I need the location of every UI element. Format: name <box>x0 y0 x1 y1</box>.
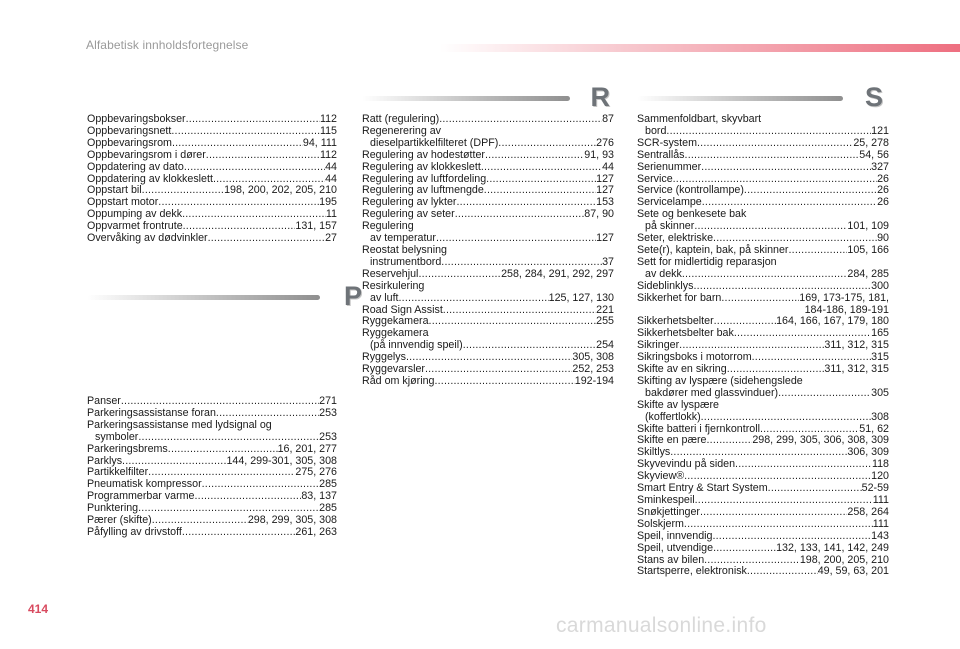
dot-leader <box>707 435 753 447</box>
index-entry <box>637 543 889 555</box>
index-entry <box>87 150 337 162</box>
entry-pages: 254 <box>596 339 614 352</box>
entry-pages: 258, 284, 291, 292, 297 <box>501 267 614 280</box>
dot-leader <box>208 233 326 245</box>
index-entry <box>637 162 889 174</box>
entry-term: Skifte av en sikring <box>637 363 727 376</box>
entry-term: Sete(r), kaptein, bak, på skinner <box>637 243 789 256</box>
section-letter-s: S <box>864 82 883 112</box>
entry-pages: 300 <box>871 279 889 292</box>
entry-pages: 164, 166, 167, 179, 180 <box>776 315 889 328</box>
entry-term: Partikkelfilter <box>87 466 149 479</box>
entry-pages: 127 <box>596 172 614 185</box>
entry-pages: 112 <box>319 148 337 161</box>
index-entry <box>87 527 337 539</box>
entry-term: Ryggevarsler <box>362 363 425 376</box>
index-entry <box>362 162 614 174</box>
section-divider <box>637 96 843 101</box>
index-entry: Regulering <box>362 220 414 233</box>
index-entry <box>637 138 889 150</box>
entry-term: Oppdatering av dato <box>87 160 184 173</box>
index-entry: Skifte av lyspære <box>637 398 719 411</box>
entry-pages: 198, 200, 205, 210 <box>799 553 889 566</box>
entry-pages: 169, 173-175, 181, <box>799 291 889 304</box>
index-entry: Sete og benkesete bak <box>637 208 747 221</box>
entry-pages: 144, 299-301, 305, 308 <box>226 454 337 467</box>
dot-leader <box>439 114 602 126</box>
entry-term: Road Sign Assist <box>362 303 443 316</box>
entry-term: Oppdatering av klokkeslett <box>87 172 213 185</box>
entry-pages: 275, 276 <box>295 466 337 479</box>
entry-term: Seter, elektriske <box>637 232 714 245</box>
entry-term: Påfylling av drivstoff <box>87 525 182 538</box>
dot-leader <box>186 114 320 126</box>
index-entry: Sett for midlertidig reparasjon <box>637 255 777 268</box>
entry-pages: 131, 157 <box>295 220 337 233</box>
index-entry <box>637 269 889 281</box>
entry-term: Oppbevaringsrom i dører <box>87 148 206 161</box>
entry-pages: 105, 166 <box>847 243 889 256</box>
entry-term: Sentrallås <box>637 148 685 161</box>
entry-pages: 26 <box>877 172 889 185</box>
entry-term: Oppbevaringsrom <box>87 136 172 149</box>
section-p-heading <box>87 281 362 311</box>
entry-term: Speil, innvendig <box>637 529 713 542</box>
index-entry <box>637 150 889 162</box>
entry-term: Sminkespeil <box>637 494 695 506</box>
entry-term: Startsperre, elektronisk <box>637 565 747 578</box>
dot-leader <box>399 293 549 305</box>
entry-term: bakdører med glassvinduer) <box>645 386 779 399</box>
dot-leader <box>744 185 877 197</box>
section-p-list <box>87 396 337 539</box>
index-entry <box>87 444 337 456</box>
index-entry: 184-186, 189-191 <box>804 303 889 316</box>
dot-leader <box>701 162 871 174</box>
entry-pages: 25, 278 <box>853 136 889 149</box>
entry-term: Regulering av lykter <box>362 196 457 209</box>
dot-leader <box>168 444 278 456</box>
entry-pages: 153 <box>596 196 614 209</box>
entry-term: Reservehjul <box>362 267 419 280</box>
entry-pages: 284, 285 <box>847 267 889 280</box>
entry-pages: 308 <box>871 410 889 423</box>
dot-leader <box>700 507 847 519</box>
entry-pages: 91, 93 <box>584 148 614 161</box>
dot-leader <box>694 221 847 233</box>
index-entry <box>637 388 889 400</box>
dot-leader <box>158 197 319 209</box>
entry-pages: 298, 299, 305, 308 <box>247 514 337 527</box>
entry-pages: 327 <box>871 160 889 173</box>
entry-pages: 165 <box>871 327 889 340</box>
entry-term: Parklys <box>87 454 123 467</box>
dot-leader <box>455 209 585 221</box>
entry-term: symboler <box>95 430 139 443</box>
section-letter-r: R <box>590 82 610 112</box>
entry-pages: 306, 309 <box>847 446 889 459</box>
dot-leader <box>778 388 871 400</box>
entry-term: Sikringer <box>637 339 680 352</box>
dot-leader <box>481 162 602 174</box>
entry-term: Serienummer <box>637 160 702 173</box>
index-entry: Regenerering av <box>362 124 442 137</box>
entry-pages: 255 <box>596 315 614 328</box>
entry-pages: 44 <box>325 160 337 173</box>
dot-leader <box>171 126 320 138</box>
dot-leader <box>701 412 872 424</box>
entry-pages: 37 <box>602 255 614 268</box>
entry-pages: 143 <box>871 529 889 542</box>
dot-leader <box>436 233 596 245</box>
dot-leader <box>735 459 872 471</box>
entry-pages: 298, 299, 305, 306, 308, 309 <box>752 434 889 447</box>
entry-term: SCR-system <box>637 136 697 149</box>
dot-leader <box>684 519 873 531</box>
index-entry <box>637 519 889 531</box>
section-divider <box>362 96 570 101</box>
dot-leader <box>418 269 501 281</box>
entry-pages: 253 <box>319 406 337 419</box>
entry-pages: 118 <box>871 458 889 471</box>
entry-pages: 52-59 <box>861 482 889 495</box>
index-entry <box>362 257 614 269</box>
dot-leader <box>788 245 847 257</box>
index-entry <box>87 233 337 245</box>
dot-leader <box>685 150 860 162</box>
entry-pages: 101, 109 <box>847 220 889 233</box>
entry-pages: 311, 312, 315 <box>824 363 889 376</box>
dot-leader <box>768 483 862 495</box>
index-entry: Sammenfoldbart, skyvbart <box>637 113 762 125</box>
dot-leader <box>747 566 818 578</box>
entry-pages: 115 <box>319 124 337 137</box>
entry-pages: 94, 111 <box>302 136 337 149</box>
index-entry <box>87 162 337 174</box>
entry-term: Speil, utvendige <box>637 541 714 554</box>
entry-term: Skyvevindu på siden <box>637 458 736 471</box>
page-number: 414 <box>28 602 49 616</box>
dot-leader <box>425 364 572 376</box>
entry-pages: 132, 133, 141, 142, 249 <box>776 541 889 554</box>
dot-leader <box>695 495 873 507</box>
entry-term: Skiltlys <box>637 446 671 459</box>
entry-term: Solskjerm <box>637 517 684 530</box>
index-entry <box>362 138 614 150</box>
entry-pages: 111 <box>872 494 889 506</box>
dot-leader <box>443 305 596 317</box>
entry-pages: 221 <box>596 303 614 316</box>
watermark: carmanualsonline.info <box>556 614 767 637</box>
entry-pages: 305, 308 <box>572 351 614 364</box>
entry-pages: 83, 137 <box>301 490 337 503</box>
entry-pages: 285 <box>319 478 337 491</box>
entry-term: Parkeringsbrems <box>87 442 168 455</box>
entry-pages: 261, 263 <box>295 525 337 538</box>
entry-pages: 258, 264 <box>847 505 889 518</box>
entry-pages: 16, 201, 277 <box>277 442 337 455</box>
section-r-list <box>362 114 614 388</box>
dot-leader <box>456 197 596 209</box>
dot-leader <box>486 174 596 186</box>
dot-leader <box>485 150 584 162</box>
dot-leader <box>484 185 596 197</box>
entry-term: (koffertlokk) <box>645 410 701 423</box>
entry-term: Råd om kjøring <box>362 374 435 387</box>
dot-leader <box>172 138 303 150</box>
entry-pages: 315 <box>871 351 889 364</box>
dot-leader <box>434 376 574 388</box>
dot-leader <box>682 269 848 281</box>
section-letter-p: P <box>343 281 362 311</box>
entry-term: Oppbevaringsbokser <box>87 113 186 125</box>
entry-term: Ratt (regulering) <box>362 113 440 125</box>
dot-leader <box>713 543 776 555</box>
section-r-heading <box>362 82 610 112</box>
dot-leader <box>693 281 871 293</box>
section-o-list <box>87 114 337 245</box>
dot-leader <box>498 138 596 150</box>
entry-term: Sideblinklys <box>637 279 694 292</box>
section-s-list <box>637 114 889 578</box>
entry-pages: 121 <box>871 124 889 137</box>
entry-pages: 271 <box>319 395 337 407</box>
index-entry <box>637 293 889 305</box>
entry-term: Servicelampe <box>637 196 702 209</box>
entry-pages: 285 <box>319 502 337 515</box>
entry-pages: 90 <box>877 232 889 245</box>
entry-term: Regulering av luftfordeling <box>362 172 487 185</box>
index-entry <box>362 293 614 305</box>
entry-term: Oppstart bil <box>87 184 142 197</box>
entry-pages: 111 <box>872 517 889 530</box>
index-entry <box>87 432 337 444</box>
dot-leader <box>712 531 871 543</box>
entry-term: Oppstart motor <box>87 196 159 209</box>
entry-term: Snøkjettinger <box>637 505 700 518</box>
entry-term: Smart Entry & Start System <box>637 482 768 495</box>
entry-term: Stans av bilen <box>637 553 705 566</box>
dot-leader <box>406 352 572 364</box>
section-s-heading <box>637 82 883 112</box>
entry-term: Panser <box>87 395 121 407</box>
entry-term: Sikringsboks i motorrom <box>637 351 752 364</box>
entry-pages: 276 <box>596 136 614 149</box>
entry-term: Regulering av klokkeslett <box>362 160 481 173</box>
entry-pages: 44 <box>325 172 337 185</box>
entry-term: Service (kontrollampe) <box>637 184 744 197</box>
index-entry: Parkeringsassistanse med lydsignal og <box>87 418 272 431</box>
entry-pages: 253 <box>319 430 337 443</box>
index-entry <box>362 269 614 281</box>
index-entry: Skifting av lyspære (sidehengslede <box>637 374 803 387</box>
entry-term: Regulering av hodestøtter <box>362 148 485 161</box>
dot-leader <box>441 257 602 269</box>
entry-pages: 44 <box>602 160 614 173</box>
entry-pages: 54, 56 <box>859 148 889 161</box>
index-entry <box>637 566 889 578</box>
entry-term: Regulering av seter <box>362 208 455 221</box>
entry-pages: 112 <box>319 113 337 125</box>
index-entry <box>362 150 614 162</box>
entry-pages: 51, 62 <box>859 422 889 435</box>
entry-term: Service <box>637 172 673 185</box>
entry-term: instrumentbord <box>370 255 442 268</box>
entry-term: Regulering av luftmengde <box>362 184 484 197</box>
entry-term: bord <box>645 124 667 137</box>
entry-term: av luft <box>370 291 399 304</box>
index-entry: Reostat belysning <box>362 243 447 256</box>
dot-leader <box>697 138 853 150</box>
entry-term: på skinner <box>645 220 695 233</box>
entry-term: Pneumatisk kompressor <box>87 478 202 491</box>
entry-pages: 11 <box>325 208 337 221</box>
dot-leader <box>195 491 302 503</box>
entry-pages: 125, 127, 130 <box>548 291 614 304</box>
header-accent-bar <box>440 44 960 52</box>
entry-term: Programmerbar varme <box>87 490 195 503</box>
dot-leader <box>206 150 320 162</box>
entry-term: Punktering <box>87 502 139 515</box>
entry-term: Oppbevaringsnett <box>87 124 172 137</box>
entry-term: Ryggelys <box>362 351 406 364</box>
entry-term: Overvåking av dødvinkler <box>87 232 208 245</box>
entry-term: Skifte en pære <box>637 434 707 447</box>
entry-term: Skyview® <box>637 470 685 483</box>
entry-term: Parkeringsassistanse foran <box>87 406 216 419</box>
entry-pages: 49, 59, 63, 201 <box>817 565 889 578</box>
entry-term: Oppumping av dekk <box>87 208 183 221</box>
dot-leader <box>138 432 319 444</box>
entry-pages: 192-194 <box>574 374 614 387</box>
entry-pages: 305 <box>871 386 889 399</box>
entry-pages: 87, 90 <box>584 208 614 221</box>
entry-pages: 87 <box>602 113 614 125</box>
entry-pages: 26 <box>877 196 889 209</box>
entry-pages: 252, 253 <box>572 363 614 376</box>
index-entry <box>637 531 889 543</box>
entry-pages: 311, 312, 315 <box>824 339 889 352</box>
entry-pages: 120 <box>871 470 889 483</box>
page-title: Alfabetisk innholdsfortegnelse <box>86 38 249 52</box>
entry-pages: 127 <box>596 184 614 197</box>
entry-term: Oppvarmet frontrute <box>87 220 183 233</box>
entry-pages: 27 <box>325 232 337 245</box>
entry-pages: 195 <box>319 196 337 209</box>
dot-leader <box>184 162 325 174</box>
index-entry: Ryggekamera <box>362 327 429 340</box>
index-entry <box>637 412 889 424</box>
dot-leader <box>182 527 296 539</box>
entry-term: Sikkerhetsbelter bak <box>637 327 734 340</box>
index-entry <box>637 281 889 293</box>
entry-term: Pærer (skifte) <box>87 514 152 527</box>
entry-pages: 198, 200, 202, 205, 210 <box>224 184 337 197</box>
entry-term: av temperatur <box>370 232 436 245</box>
entry-term: Ryggekamera <box>362 315 429 328</box>
dot-leader <box>721 293 799 305</box>
entry-term: (på innvendig speil) <box>370 339 463 352</box>
entry-term: Sikkerhetsbelter <box>637 315 714 328</box>
dot-leader <box>429 316 597 328</box>
entry-term: Sikkerhet for barn <box>637 291 722 304</box>
entry-term: dieselpartikkelfilteret (DPF) <box>370 136 499 149</box>
dot-leader <box>666 126 871 138</box>
entry-pages: 26 <box>877 184 889 197</box>
entry-term: Skifte batteri i fjernkontroll <box>637 422 760 435</box>
entry-term: av dekk <box>645 267 682 280</box>
entry-pages: 127 <box>596 232 614 245</box>
section-divider <box>87 295 320 300</box>
index-entry: Resirkulering <box>362 279 425 292</box>
index-entry <box>87 138 337 150</box>
index-entry <box>362 376 614 388</box>
